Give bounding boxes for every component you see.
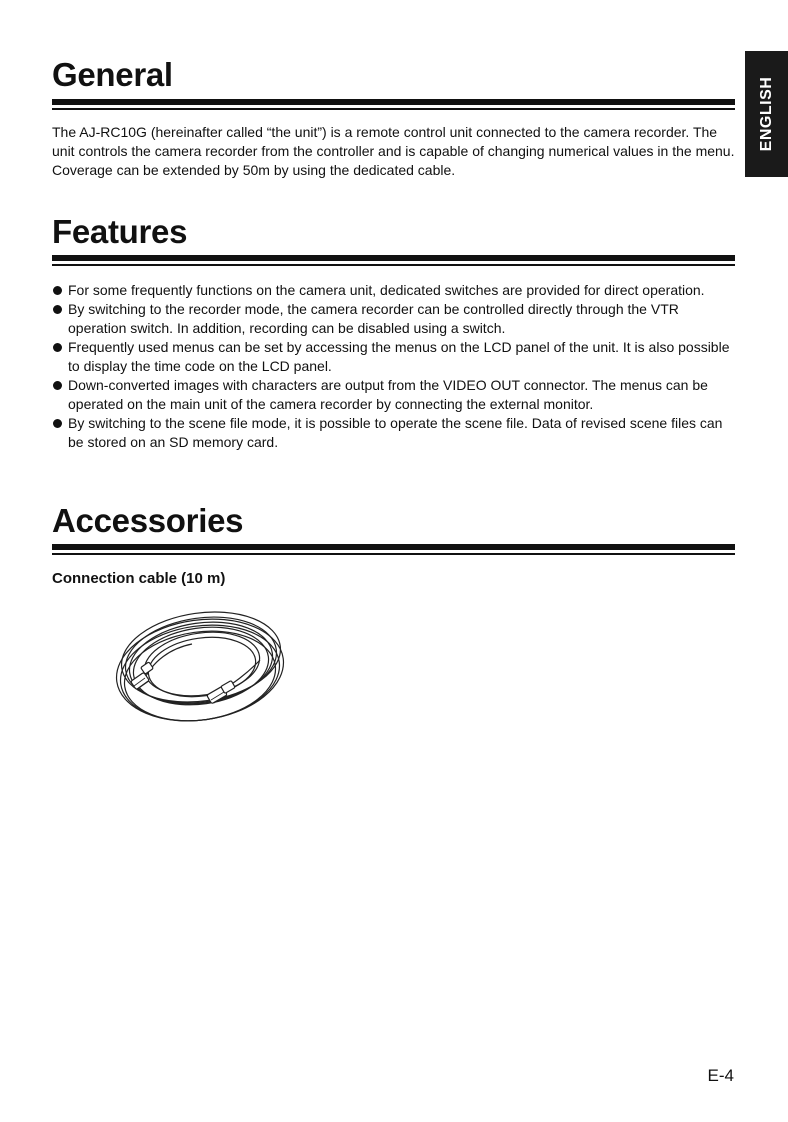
accessories-rule-thin [52,553,735,555]
feature-text: For some frequently functions on the camera unit, dedicated switches are provided for direct operation. [68,282,705,298]
general-rule-thick [52,99,735,105]
general-rule-thin [52,108,735,110]
feature-text: By switching to the scene file mode, it is possible to operate the scene file. Data of revised scene files can be stored on an SD memory card. [68,415,723,450]
list-item [52,281,738,300]
accessory-item-title: Connection cable (10 m) [52,570,226,587]
accessories-rule-thick [52,544,735,550]
bullet-icon [53,305,62,314]
bullet-icon [53,381,62,390]
features-list [52,281,738,452]
feature-text: Down-converted images with characters are output from the VIDEO OUT connector. The menus can be operated on the main unit of the camera recorder by connecting the external monitor. [68,377,708,412]
features-heading: Features [52,213,188,250]
language-tab-label: ENGLISH [757,76,775,152]
features-rule-thin [52,264,735,266]
language-tab [745,51,788,177]
page-number: E-4 [707,1066,734,1085]
bullet-icon [53,286,62,295]
bullet-icon [53,343,62,352]
general-paragraph: The AJ-RC10G (hereinafter called “the unit”) is a remote control unit connected to the camera recorder. The unit controls the camera recorder from the controller and is capable of changing numerical values in the menu. Coverage can be extended by 50m by using the dedicated cable. [52,124,735,178]
features-rule-thick [52,255,735,261]
list-item [52,338,738,376]
list-item [52,376,738,414]
list-item [52,414,738,452]
bullet-icon [53,419,62,428]
feature-text: Frequently used menus can be set by accessing the menus on the LCD panel of the unit. It is also possible to display the time code on the LCD panel. [68,339,730,374]
accessories-heading: Accessories [52,502,244,539]
general-heading: General [52,56,173,93]
list-item [52,300,738,338]
coiled-cable-icon [112,600,288,732]
feature-text: By switching to the recorder mode, the camera recorder can be controlled directly through the VTR operation switch. In addition, recording can be disabled using a switch. [68,301,679,336]
